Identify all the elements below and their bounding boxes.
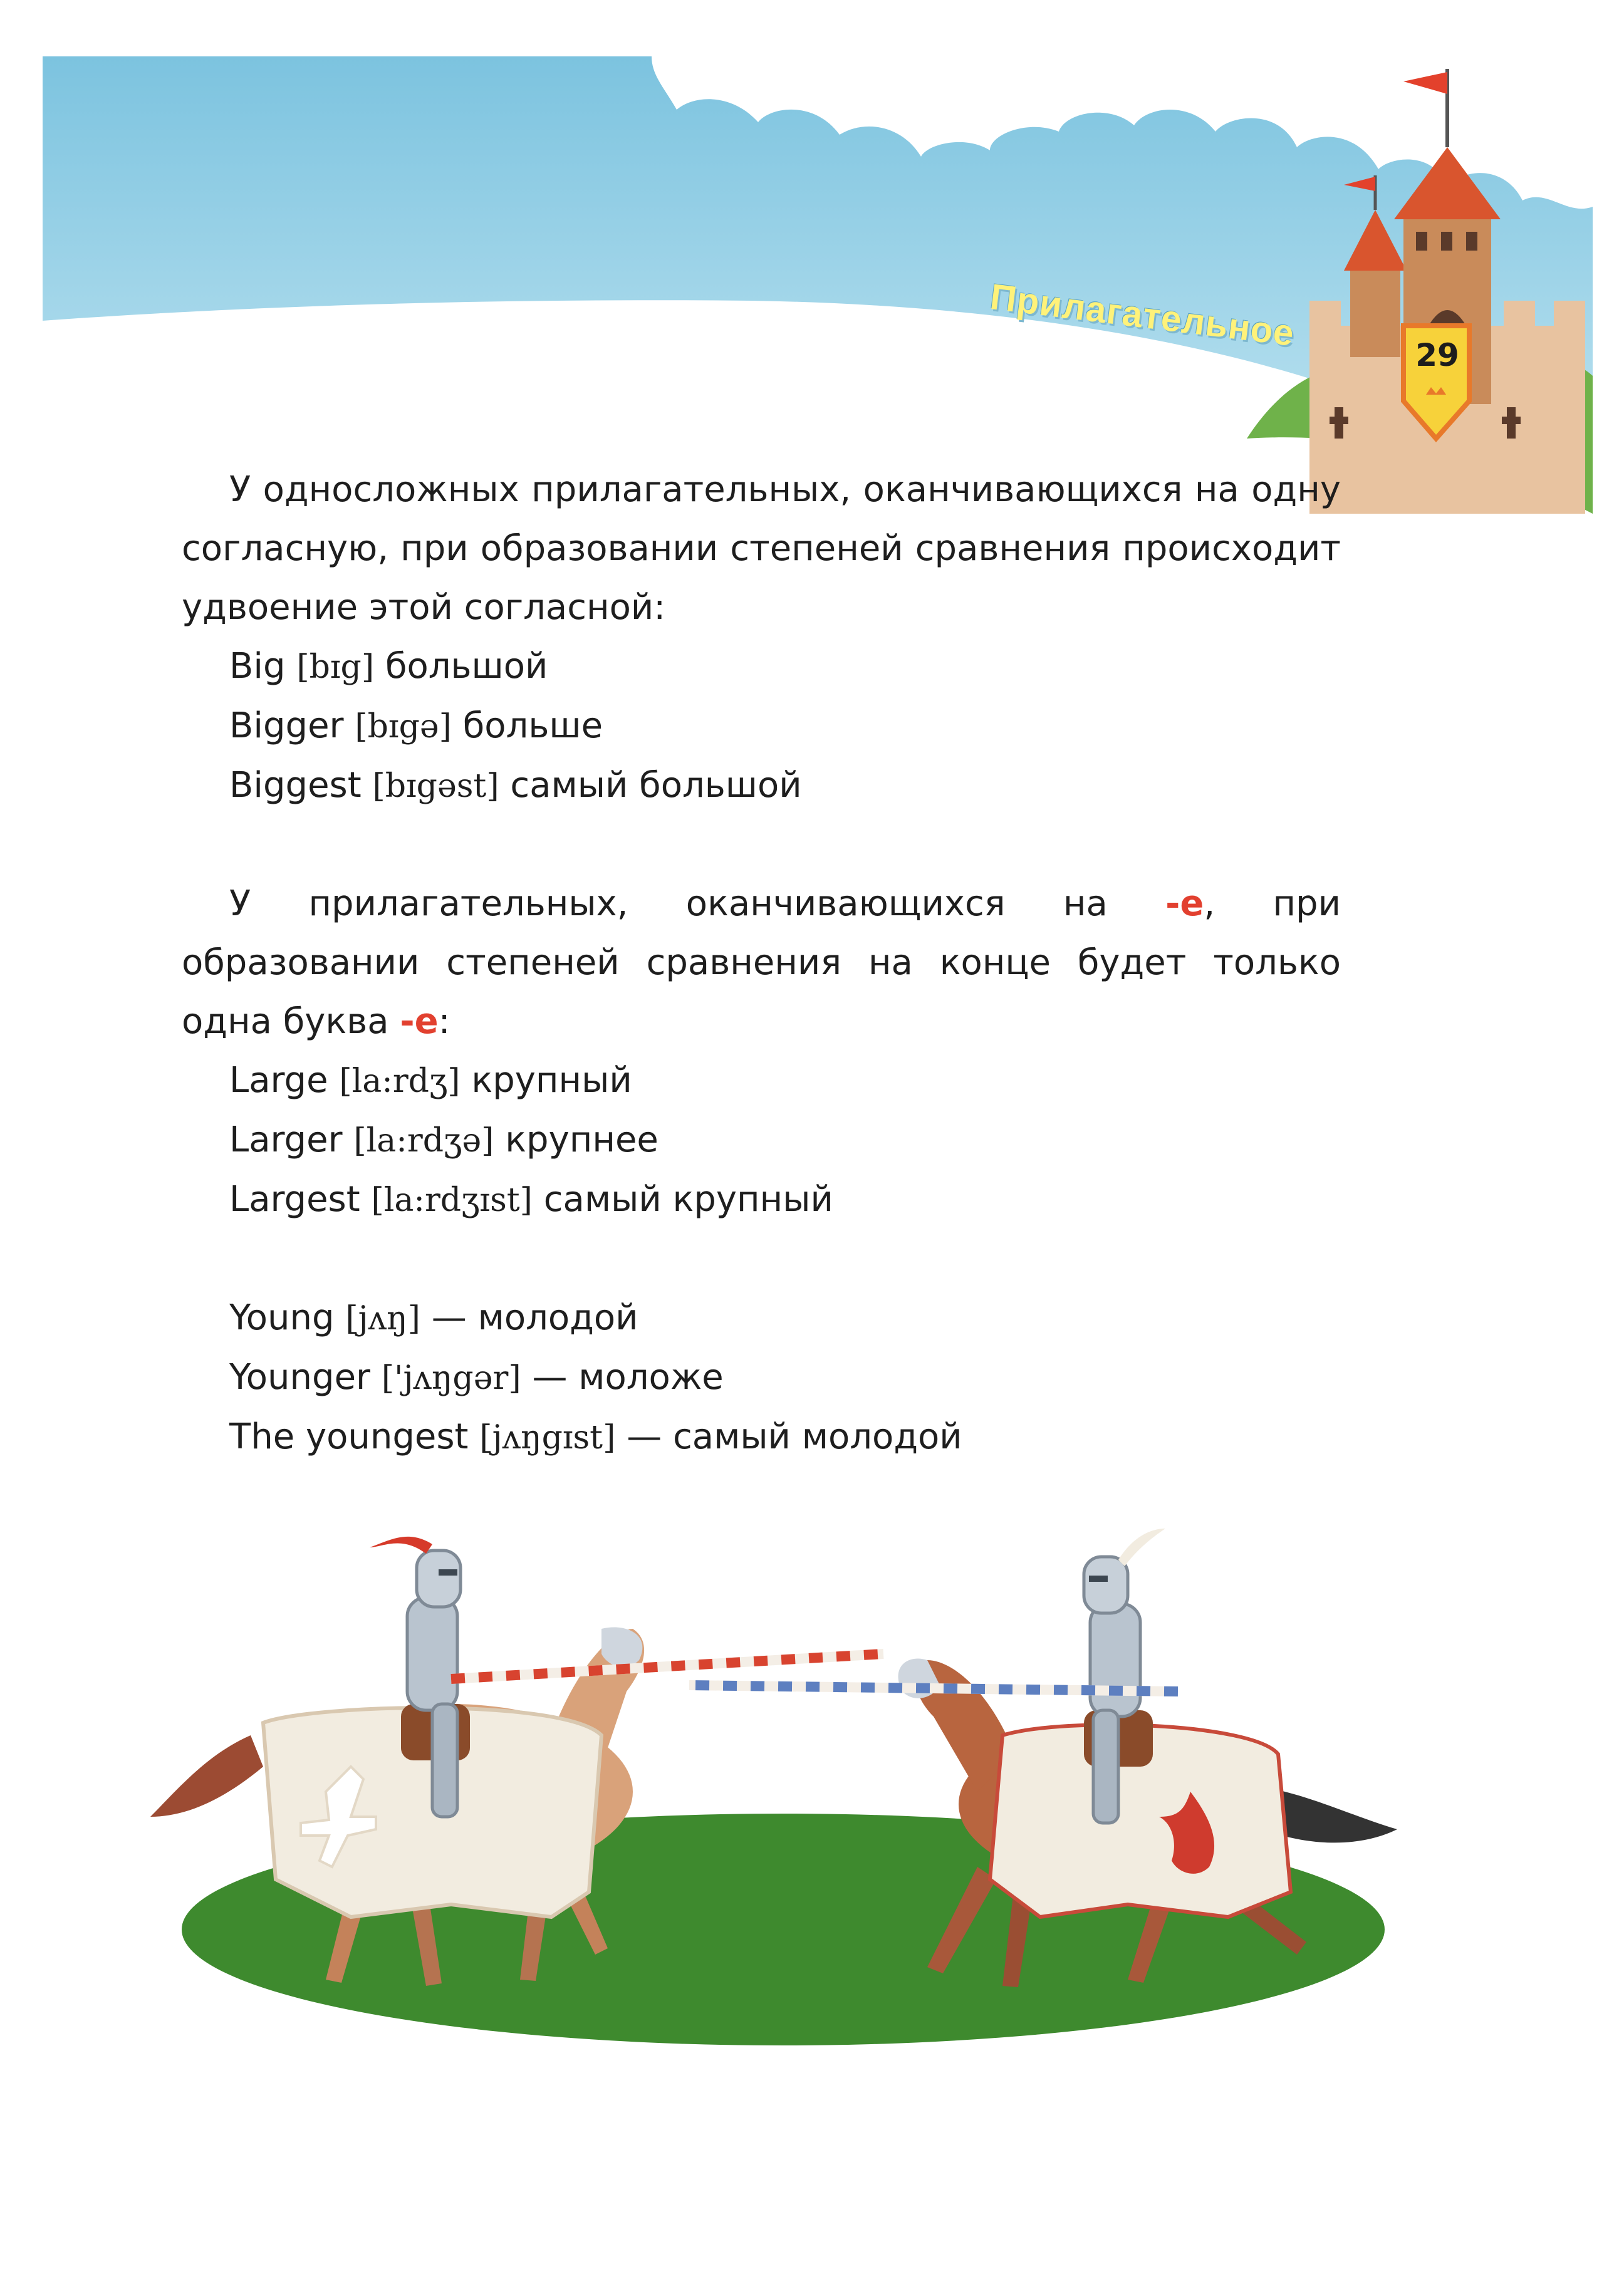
example-line [229,1111,1341,1170]
example-word: Bigger [229,705,344,746]
example-ipa: [jʌŋ] [345,1300,420,1338]
example-line [229,756,1341,816]
rule2-text-end: : [438,1001,450,1042]
example-word: The youngest [229,1416,469,1457]
example-word: Big [229,646,286,687]
example-ipa: ['jʌŋgər] [381,1359,521,1397]
example-translation: — моложе [532,1357,724,1398]
example-line [229,1348,1341,1408]
example-line [229,697,1341,756]
example-ipa: [bɪg] [296,648,375,686]
example-translation: большой [385,646,548,687]
example-ipa: [la:rdʒə] [353,1122,494,1160]
example-word: Younger [229,1357,371,1398]
example-translation: больше [462,705,603,746]
rule2-text-middle: , при образовании степеней сравнения на конце будет только одна буква [182,883,1341,1042]
example-ipa: [la:rdʒɪst] [371,1182,533,1219]
rule2-text [182,875,1341,1051]
example-ipa: [bɪgəst] [372,767,499,805]
example-line [229,1170,1341,1230]
rule2-text-before: У прилагательных, оканчивающихся на [229,883,1166,924]
suffix-highlight: -e [1165,883,1204,924]
example-line [229,1289,1341,1348]
rule1-examples [182,637,1341,816]
example-translation: — молодой [431,1297,638,1338]
example-word: Biggest [229,765,362,806]
example-translation: — самый молодой [627,1416,962,1457]
example-translation: крупнее [505,1119,658,1160]
section-title: Прилагательное [987,276,1297,355]
example-word: Larger [229,1119,343,1160]
example-translation: самый крупный [543,1179,833,1220]
example-ipa: [bɪgə] [355,708,452,745]
content [182,460,1341,1467]
example-ipa: [jʌŋgɪst] [479,1419,616,1457]
example-word: Young [229,1297,335,1338]
example-line [229,1051,1341,1111]
example-translation: крупный [471,1060,632,1101]
example-translation: самый большой [510,765,802,806]
example-word: Large [229,1060,328,1101]
rule1-text: У односложных прилагательных, оканчивающихся на одну согласную, при образовании степеней сравнения происходит удвоение этой согласной: [182,469,1341,628]
example-word: Largest [229,1179,360,1220]
suffix-highlight: -e [400,1001,439,1042]
page-number: 29 [1415,337,1459,373]
rule2-examples [182,1051,1341,1230]
jousting-knights-illustration [0,1441,1624,2067]
example-ipa: [la:rdʒ] [339,1062,461,1100]
example-line [229,637,1341,697]
